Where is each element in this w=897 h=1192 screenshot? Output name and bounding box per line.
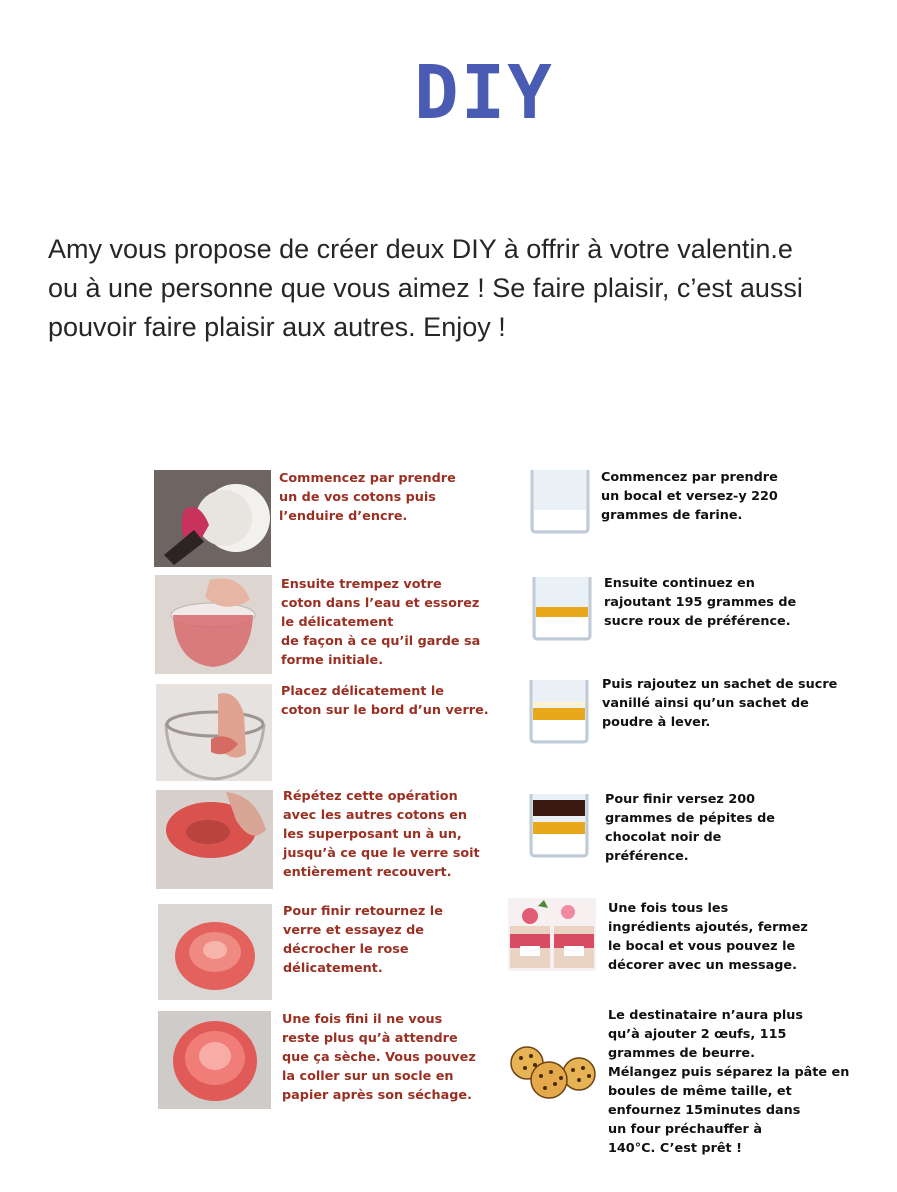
intro-paragraph: Amy vous propose de créer deux DIY à offrir à votre valentin.e ou à une personne que vous aimez ! Se faire plaisir, c’est aussi pouvoir faire plaisir aux autres. Enjoy ! [48,234,803,342]
cookies-icon [505,1046,601,1100]
cookie-step-4-text: Pour finir versez 200 grammes de pépites de chocolat noir de préférence. [605,792,775,864]
cookie-step-6-text: Le destinataire n’aura plus qu’à ajouter 2 œufs, 115 grammes de beurre. Mélangez puis séparez la pâte en boules de même taille, et enfournez 15minutes dans un four préchauffer à 140°C. C’est prêt ! [608,1008,850,1156]
rose-step-2-photo [155,575,272,674]
cookie-step-5-text: Une fois tous les ingrédients ajoutés, fermez le bocal et vous pouvez le décorer avec un message. [608,901,808,973]
rose-step-5-text: Pour finir retournez le verre et essayez de décrocher le rose délicatement. [283,904,443,976]
rose-step-2-text: Ensuite trempez votre coton dans l’eau et essorez le délicatement de façon à ce qu’il garde sa forme initiale. [281,577,481,668]
rose-step-1-text: Commencez par prendre un de vos cotons puis l’enduire d’encre. [279,471,456,524]
rose-step-6-photo [158,1011,271,1109]
rose-step-3-text: Placez délicatement le coton sur le bord d’un verre. [281,684,489,718]
page-title: DIY [414,50,554,136]
cookie-step-3-text: Puis rajoutez un sachet de sucre vanillé ainsi qu’un sachet de poudre à lever. [602,677,838,730]
rose-step-5-photo [158,904,272,1000]
rose-step-4-photo [156,790,273,889]
rose-step-1-photo [154,470,271,567]
decorated-jars-photo [508,898,596,971]
cookie-step-2-text: Ensuite continuez en rajoutant 195 grammes de sucre roux de préférence. [604,576,797,629]
jar-chocolate-icon [527,792,591,858]
jar-vanilla-icon [527,678,591,744]
rose-step-6-text: Une fois fini il ne vous reste plus qu’à attendre que ça sèche. Vous pouvez la coller sur un socle en papier après son séchage. [282,1012,476,1103]
jar-sugar-icon [530,575,594,641]
rose-step-4-text: Répétez cette opération avec les autres cotons en les superposant un à un, jusqu’à ce que le verre soit entièrement recouvert. [283,789,480,880]
cookie-step-1-text: Commencez par prendre un bocal et versez-y 220 grammes de farine. [601,470,778,523]
rose-step-3-photo [156,684,272,781]
jar-flour-icon [528,468,592,534]
